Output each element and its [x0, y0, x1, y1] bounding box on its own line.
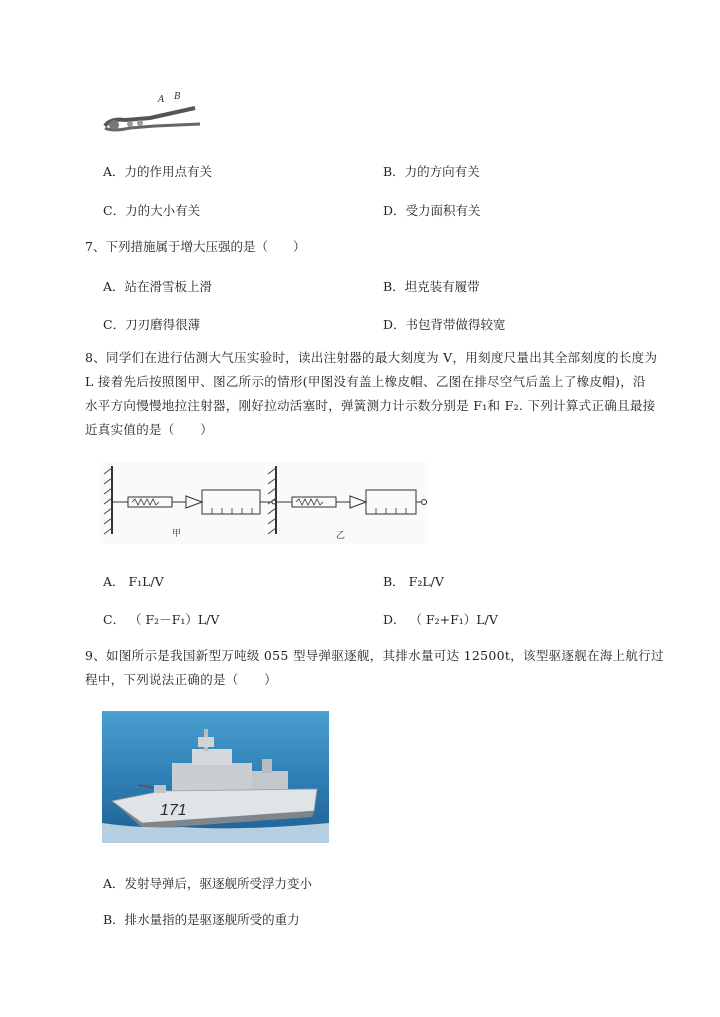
figure-label-jia: 甲: [172, 529, 182, 539]
q8-stem-line: 8、同学们在进行估测大气压实验时，读出注射器的最大刻度为 V，用刻度尺量出其全部刻度的长度为: [85, 350, 658, 365]
q8-option-b: B． F₂L/V: [383, 574, 444, 589]
syringe-figure: [100, 462, 428, 544]
q8-option-a: A． F₁L/V: [103, 574, 164, 589]
q8-stem: [85, 346, 705, 442]
figure-label-b: B: [174, 92, 181, 102]
q6-option-b: B．力的方向有关: [383, 164, 480, 179]
q7-option-a: A．站在滑雪板上滑: [103, 279, 213, 294]
q8-stem-line: 近真实值的是（ ）: [85, 422, 214, 437]
q9-stem-line: 9、如图所示是我国新型万吨级 055 型导弹驱逐舰，其排水量可达 12500t，该型驱逐舰在海上航行过: [85, 648, 664, 663]
q6-option-c: C．力的大小有关: [103, 203, 201, 218]
nutcracker-figure: [100, 88, 210, 138]
q7-stem: 7、下列措施属于增大压强的是（ ）: [85, 239, 306, 254]
destroyer-photo: [102, 711, 329, 843]
q9-option-b: B．排水量指的是驱逐舰所受的重力: [103, 912, 300, 927]
q8-stem-line: 水平方向慢慢地拉注射器，刚好拉动活塞时，弹簧测力计示数分别是 F₁和 F₂. 下列计算式正确且最接: [85, 398, 656, 413]
q6-option-a: A．力的作用点有关: [103, 164, 213, 179]
q8-option-d: D． （ F₂+F₁）L/V: [383, 612, 498, 627]
q9-stem-line: 程中，下列说法正确的是（ ）: [85, 672, 278, 687]
q8-option-c: C． （ F₂－F₁）L/V: [103, 612, 220, 627]
q6-option-d: D．受力面积有关: [383, 203, 481, 218]
q8-stem-line: L 接着先后按照图甲、图乙所示的情形(甲图没有盖上橡皮帽、乙图在排尽空气后盖上了橡皮帽)，沿: [85, 374, 646, 389]
q9-option-a: A．发射导弹后，驱逐舰所受浮力变小: [103, 876, 313, 891]
figure-label-a: A: [158, 95, 165, 105]
q9-stem: [85, 644, 705, 692]
ship-number: 171: [160, 802, 187, 819]
figure-label-yi: 乙: [336, 531, 346, 541]
q7-option-c: C．刀刃磨得很薄: [103, 317, 201, 332]
q7-option-b: B．坦克装有履带: [383, 279, 480, 294]
q7-option-d: D．书包背带做得较宽: [383, 317, 506, 332]
